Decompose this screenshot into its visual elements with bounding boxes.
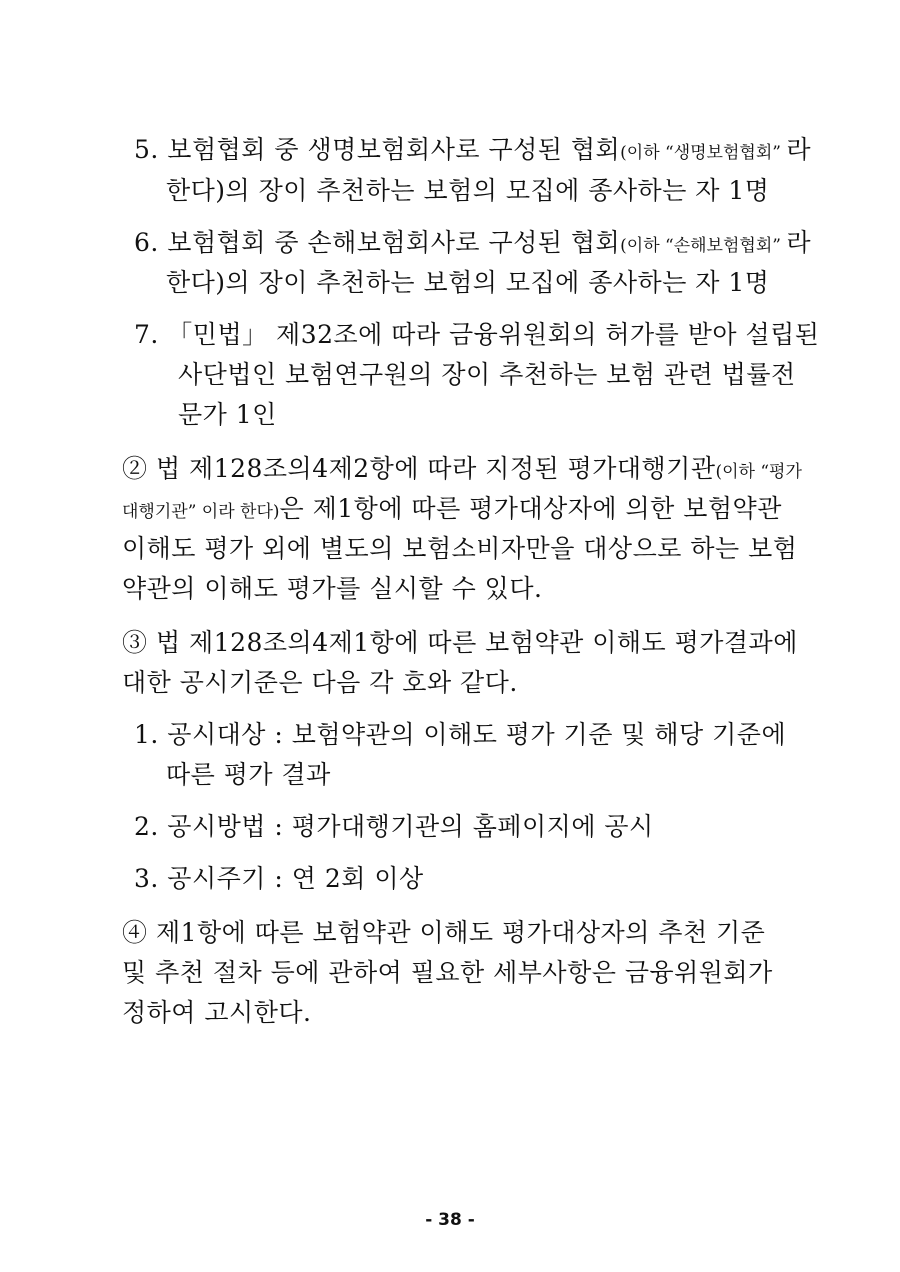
item-6-line-2: 한다)의 장이 추천하는 보험의 모집에 종사하는 자 1명 (166, 268, 770, 297)
para-2-line-4: 약관의 이해도 평가를 실시할 수 있다. (122, 574, 543, 603)
item-6-text: 6. 보험협회 중 손해보험회사로 구성된 협회 (134, 228, 621, 257)
para-2-line-3: 이해도 평가 외에 별도의 보험소비자만을 대상으로 하는 보험 (122, 534, 798, 563)
item-5-line-2: 한다)의 장이 추천하는 보험의 모집에 종사하는 자 1명 (166, 176, 770, 205)
para-4-line-2: 및 추천 절차 등에 관하여 필요한 세부사항은 금융위원회가 (122, 958, 773, 987)
item-7-line-2: 사단법인 보험연구원의 장이 추천하는 보험 관련 법률전 (178, 360, 796, 389)
item-5-text: 5. 보험협회 중 생명보험회사로 구성된 협회 (134, 135, 621, 164)
item-6-note: (이하 “손해보험협회” (620, 236, 787, 256)
item-7-line-1: 7. 「민법」 제32조에 따라 금융위원회의 허가를 받아 설립된 (134, 320, 820, 349)
item-1-line-1: 1. 공시대상 : 보험약관의 이해도 평가 기준 및 해당 기준에 (134, 720, 787, 749)
item-1-line-2: 따른 평가 결과 (166, 760, 331, 789)
para-3-line-1: ③ 법 제128조의4제1항에 따른 보험약관 이해도 평가결과에 (122, 628, 798, 657)
para-2-note-end: 대행기관” 이라 한다) (122, 502, 280, 522)
para-2-text: ② 법 제128조의4제2항에 따라 지정된 평가대행기관 (122, 454, 716, 483)
item-6-line-1 (134, 226, 811, 263)
para-4-line-3: 정하여 고시한다. (122, 998, 312, 1027)
item-5-line-1 (134, 133, 811, 170)
page-number: - 38 - (425, 1210, 475, 1230)
para-4-line-1: ④ 제1항에 따른 보험약관 이해도 평가대상자의 추천 기준 (122, 918, 766, 947)
para-2-text-cont: 은 제1항에 따른 평가대상자에 의한 보험약관 (279, 494, 782, 523)
para-3-line-2: 대한 공시기준은 다음 각 호와 같다. (122, 668, 518, 697)
para-2-line-1 (122, 452, 802, 489)
para-2-line-2 (122, 492, 782, 529)
item-6-text-end: 라 (786, 228, 811, 257)
item-5-text-end: 라 (786, 135, 811, 164)
item-5-note: (이하 “생명보험협회” (620, 143, 787, 163)
item-3: 3. 공시주기 : 연 2회 이상 (134, 864, 424, 893)
item-7-line-3: 문가 1인 (178, 400, 277, 429)
item-2: 2. 공시방법 : 평가대행기관의 홈페이지에 공시 (134, 812, 654, 841)
para-2-note: (이하 “평가 (715, 462, 802, 482)
